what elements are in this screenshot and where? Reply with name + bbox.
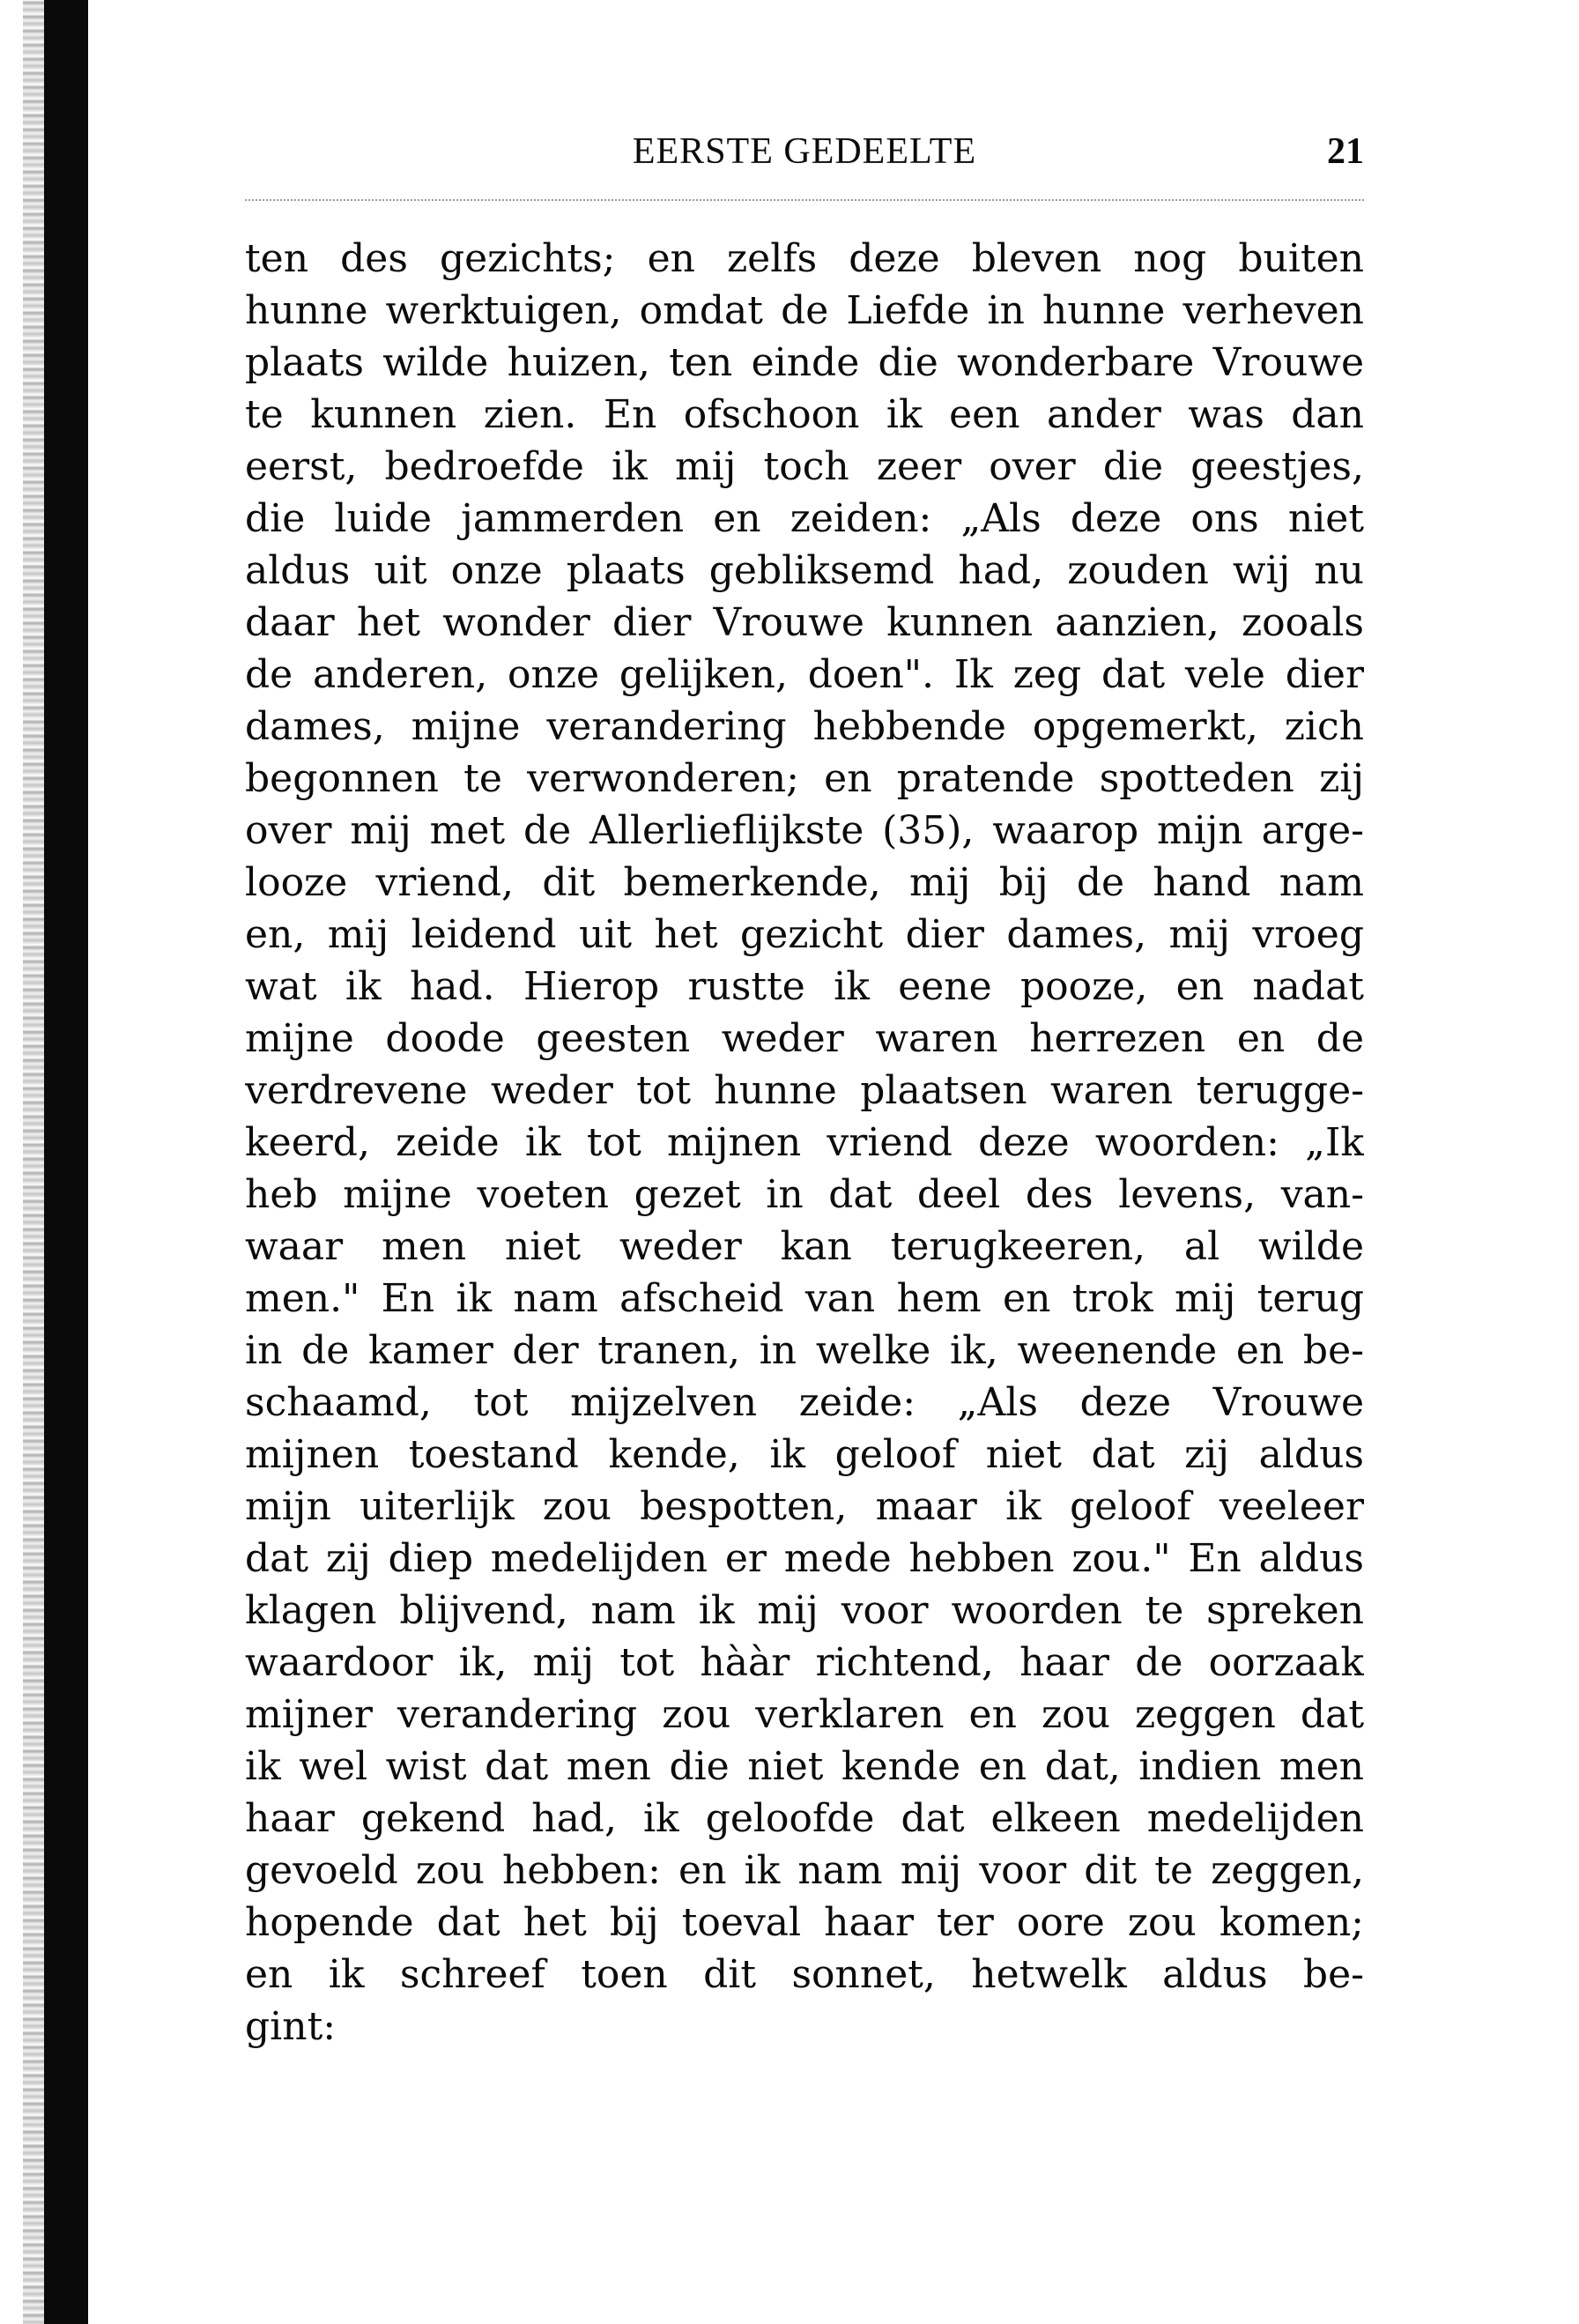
running-head — [245, 130, 1364, 183]
text-line: keerd, zeide ik tot mijnen vriend deze woorden: „Ik — [245, 1120, 1364, 1165]
text-line: ik wel wist dat men die niet kende en dat, indien men — [245, 1744, 1364, 1789]
text-line: dames, mijne verandering hebbende opgemerkt, zich — [245, 704, 1364, 749]
text-line: daar het wonder dier Vrouwe kunnen aanzien, zooals — [245, 600, 1364, 645]
page-number: 21 — [1327, 131, 1364, 172]
text-line: haar gekend had, ik geloofde dat elkeen medelijden — [245, 1796, 1364, 1841]
text-line: wat ik had. Hierop rustte ik eene pooze, en nadat — [245, 964, 1364, 1009]
text-line: eerst, bedroefde ik mij toch zeer over die geestjes, — [245, 444, 1364, 489]
body-text — [245, 233, 1364, 2053]
text-line: hunne werktuigen, omdat de Liefde in hunne verheven — [245, 288, 1364, 333]
text-line: de anderen, onze gelijken, doen". Ik zeg dat vele dier — [245, 652, 1364, 697]
text-line: aldus uit onze plaats gebliksemd had, zouden wij nu — [245, 548, 1364, 593]
text-line: dat zij diep medelijden er mede hebben zou." En aldus — [245, 1536, 1364, 1581]
text-line: over mij met de Allerlieflijkste (35), waarop mijn arge- — [245, 808, 1364, 853]
text-line: mijnen toestand kende, ik geloof niet dat zij aldus — [245, 1432, 1364, 1477]
text-line: waardoor ik, mij tot hààr richtend, haar de oorzaak — [245, 1640, 1364, 1685]
text-line: mijne doode geesten weder waren herrezen en de — [245, 1016, 1364, 1061]
text-line: en, mij leidend uit het gezicht dier dames, mij vroeg — [245, 912, 1364, 957]
text-line: begonnen te verwonderen; en pratende spotteden zij — [245, 756, 1364, 801]
text-line-final: gint: — [245, 2004, 337, 2049]
text-line: schaamd, tot mijzelven zeide: „Als deze Vrouwe — [245, 1380, 1364, 1425]
text-line: men." En ik nam afscheid van hem en trok mij terug — [245, 1276, 1364, 1321]
text-line: heb mijne voeten gezet in dat deel des levens, van- — [245, 1172, 1364, 1217]
text-line: looze vriend, dit bemerkende, mij bij de hand nam — [245, 860, 1364, 905]
text-line: klagen blijvend, nam ik mij voor woorden te spreken — [245, 1588, 1364, 1633]
running-title: EERSTE GEDEELTE — [632, 131, 977, 172]
text-line: te kunnen zien. En ofschoon ik een ander was dan — [245, 392, 1364, 437]
text-line: en ik schreef toen dit sonnet, hetwelk aldus be- — [245, 1952, 1364, 1997]
text-line: die luide jammerden en zeiden: „Als deze ons niet — [245, 496, 1364, 541]
text-line: ten des gezichts; en zelfs deze bleven nog buiten — [245, 236, 1364, 281]
header-divider — [245, 199, 1364, 201]
text-line: gevoeld zou hebben: en ik nam mij voor dit te zeggen, — [245, 1848, 1364, 1893]
text-line: waar men niet weder kan terugkeeren, al wilde — [245, 1224, 1364, 1269]
book-page — [245, 0, 1364, 2324]
text-line: mijn uiterlijk zou bespotten, maar ik geloof veeleer — [245, 1484, 1364, 1529]
text-line: plaats wilde huizen, ten einde die wonderbare Vrouwe — [245, 340, 1364, 385]
binding-shadow — [23, 0, 46, 2324]
text-line: verdrevene weder tot hunne plaatsen waren terugge- — [245, 1068, 1364, 1113]
text-line: in de kamer der tranen, in welke ik, weenende en be- — [245, 1328, 1364, 1373]
text-line: mijner verandering zou verklaren en zou zeggen dat — [245, 1692, 1364, 1737]
binding-edge — [44, 0, 88, 2324]
text-line: hopende dat het bij toeval haar ter oore zou komen; — [245, 1900, 1364, 1945]
